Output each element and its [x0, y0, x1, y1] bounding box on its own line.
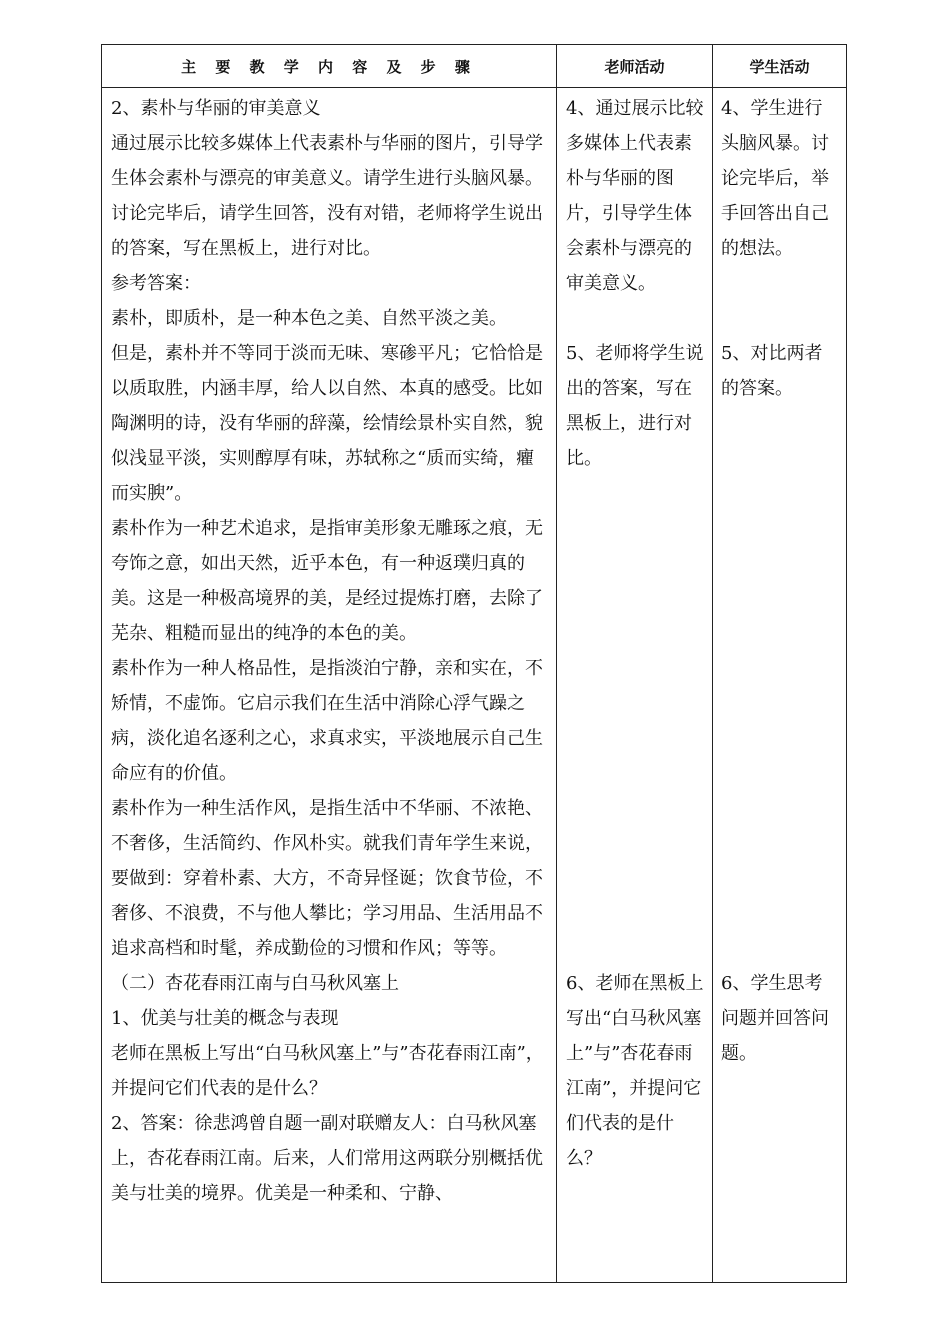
main-paragraph: 素朴作为一种人格品性，是指淡泊宁静，亲和实在，不矫情，不虚饰。它启示我们在生活中消除心浮气躁之病，淡化追名逐利之心，求真求实，平淡地展示自己生命应有的价值。: [111, 658, 543, 784]
student-activity-5: 5、对比两者的答案。: [721, 343, 823, 399]
header-main-content: 主 要 教 学 内 容 及 步 骤: [102, 45, 557, 88]
student-activity-6: 6、学生思考问题并回答问题。: [721, 973, 829, 1064]
main-content-cell: [102, 88, 557, 1283]
main-paragraph: 但是，素朴并不等同于淡而无味、寒碜平凡；它恰恰是以质取胜，内涵丰厚，给人以自然、本真的感受。比如陶渊明的诗，没有华丽的辞藻，绘情绘景朴实自然，貌似浅显平淡，实则醇厚有味，苏轼称之“质而实绮，癯而实腴”。: [111, 343, 543, 504]
main-paragraph: 素朴，即质朴，是一种本色之美、自然平淡之美。: [111, 308, 507, 329]
main-paragraph: 2、答案：徐悲鸿曾自题一副对联赠友人：白马秋风塞上，杏花春雨江南。后来，人们常用这两联分别概括优美与壮美的境界。优美是一种柔和、宁静、: [111, 1113, 543, 1204]
main-paragraph: 通过展示比较多媒体上代表素朴与华丽的图片，引导学生体会素朴与漂亮的审美意义。请学生进行头脑风暴。讨论完毕后，请学生回答，没有对错，老师将学生说出的答案，写在黑板上，进行对比。: [111, 133, 543, 259]
teacher-activity-6: 6、老师在黑板上写出“白马秋风塞上”与”杏花春雨江南”，并提问它们代表的是什么？: [566, 973, 704, 1169]
student-activity-cell: [713, 88, 847, 1283]
lesson-plan-table: [101, 44, 847, 1283]
header-student-activity: 学生活动: [713, 45, 847, 88]
header-teacher-activity: 老师活动: [557, 45, 713, 88]
teacher-activity-cell: [557, 88, 713, 1283]
student-activity-4: 4、学生进行头脑风暴。讨论完毕后，举手回答出自己的想法。: [721, 98, 829, 259]
section-heading: （二）杏花春雨江南与白马秋风塞上: [111, 973, 399, 994]
header-row: [102, 45, 847, 88]
body-row: [102, 88, 847, 1283]
main-paragraph: 素朴作为一种生活作风，是指生活中不华丽、不浓艳、不奢侈，生活简约、作风朴实。就我们青年学生来说，要做到：穿着朴素、大方，不奇异怪诞；饮食节俭，不奢侈、不浪费，不与他人攀比；学习用品、生活用品不追求高档和时髦，养成勤俭的习惯和作风；等等。: [111, 798, 543, 959]
main-paragraph: 素朴作为一种艺术追求，是指审美形象无雕琢之痕，无夸饰之意，如出天然，近乎本色，有一种返璞归真的美。这是一种极高境界的美，是经过提炼打磨，去除了芜杂、粗糙而显出的纯净的本色的美。: [111, 518, 543, 644]
main-paragraph: 参考答案：: [111, 273, 201, 294]
teacher-activity-4: 4、通过展示比较多媒体上代表素朴与华丽的图片，引导学生体会素朴与漂亮的审美意义。: [566, 98, 704, 294]
main-paragraph: 1、优美与壮美的概念与表现: [111, 1008, 339, 1029]
main-paragraph: 2、素朴与华丽的审美意义: [111, 98, 321, 119]
main-paragraph: 老师在黑板上写出“白马秋风塞上”与”杏花春雨江南”，并提问它们代表的是什么？: [111, 1043, 544, 1099]
teacher-activity-5: 5、老师将学生说出的答案，写在黑板上，进行对比。: [566, 343, 704, 469]
